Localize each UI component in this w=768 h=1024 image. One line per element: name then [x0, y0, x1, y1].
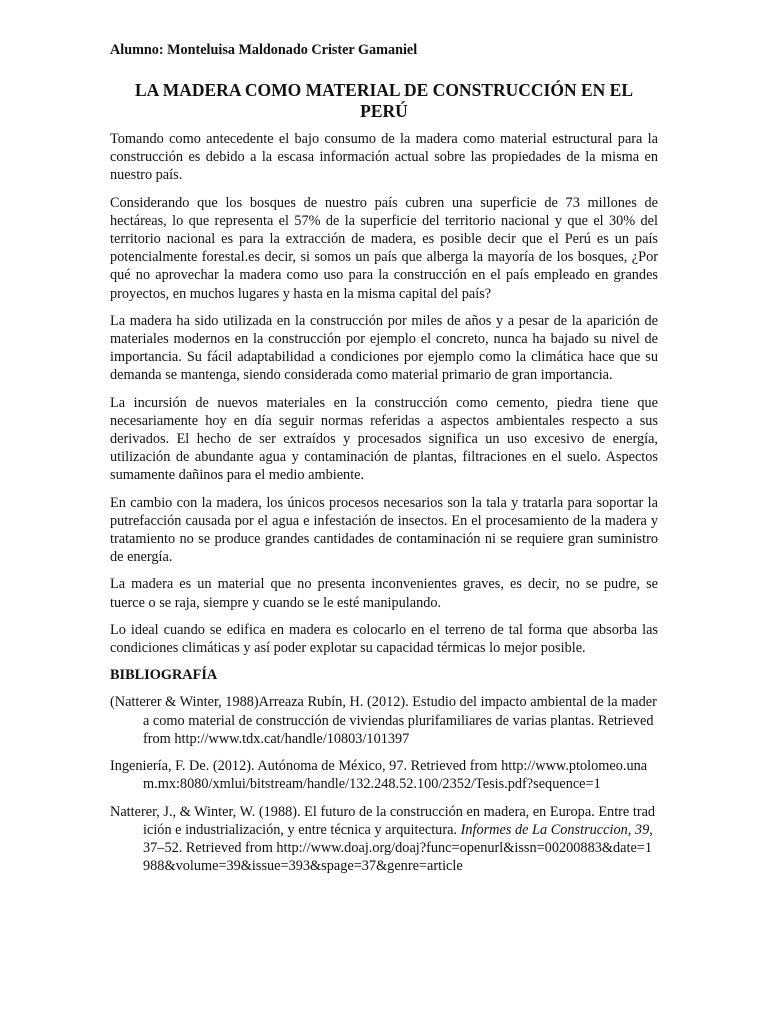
ref-3-volume: 39	[634, 821, 650, 838]
bibliography-ref-3	[110, 803, 658, 876]
ref-3-text-c: , 37–52. Retrieved from http://www.doaj.org/doaj?func=openurl&issn=00200883&date=1988&volume=39&issue=393&spage=37&genre=article	[143, 821, 653, 875]
paragraph-4: La incursión de nuevos materiales en la construcción como cemento, piedra tiene que necesariamente hoy en día seguir normas referidas a aspectos ambientales respecto a sus derivados. El hecho de ser extraídos y procesados significa un uso excesivo de energía, utilización de abundante agua y contaminación de plantas, filtraciones en el suelo. Aspectos sumamente dañinos para el medio ambiente.	[110, 394, 658, 484]
paragraph-6: La madera es un material que no presenta inconvenientes graves, es decir, no se pudre, se tuerce o se raja, siempre y cuando se le esté manipulando.	[110, 576, 658, 611]
bibliography-heading: BIBLIOGRAFÍA	[110, 667, 218, 684]
paragraph-1: Tomando como antecedente el bajo consumo de la madera como material estructural para la construcción es debido a la escasa información actual sobre las propiedades de la misma en nuestro país.	[110, 131, 658, 184]
ref-3-text-a: Natterer, J., & Winter, W. (1988). El futuro de la construcción en madera, en Europa. Entre tradición e industrialización, y entre técnica y arquitectura.	[110, 803, 656, 838]
document-title: LA MADERA COMO MATERIAL DE CONSTRUCCIÓN EN EL PERÚ	[135, 80, 633, 121]
document-page	[110, 40, 658, 884]
bibliography-ref-1: (Natterer & Winter, 1988)Arreaza Rubín, H. (2012). Estudio del impacto ambiental de la madera como material de construcción de viviendas plurifamiliares de varias plantas. Retrieved from http://www.tdx.cat/handle/10803/101397	[110, 694, 657, 747]
ref-3-journal: Informes de La Construccion	[460, 821, 628, 838]
ref-3-text-b: ,	[627, 821, 635, 838]
author-line: Alumno: Monteluisa Maldonado Crister Gamaniel	[110, 42, 418, 58]
paragraph-3: La madera ha sido utilizada en la construcción por miles de años y a pesar de la aparición de materiales modernos en la construcción por ejemplo el concreto, nunca ha bajado su nivel de importancia. Su fácil adaptabilidad a condiciones por ejemplo como la climática hace que su demanda se mantenga, siendo considerada como material primario de gran importancia.	[110, 312, 658, 384]
paragraph-5: En cambio con la madera, los únicos procesos necesarios son la tala y tratarla para soportar la putrefacción causada por el agua e infestación de insectos. En el procesamiento de la madera y tratamiento no se produce grandes cantidades de contaminación ni se requiere gran suministro de energía.	[110, 494, 658, 566]
paragraph-2: Considerando que los bosques de nuestro país cubren una superficie de 73 millones de hectáreas, lo que representa el 57% de la superficie del territorio nacional y que el 30% del territorio nacional es para la extracción de madera, es posible decir que el Perú es un país potencialmente forestal.es decir, si somos un país que alberga la mayoría de los bosques, ¿Por qué no aprovechar la madera como uso para la construcción en el país empleado en grandes proyectos, en muchos lugares y hasta en la misma capital del país?	[110, 194, 658, 302]
bibliography-ref-2: Ingeniería, F. De. (2012). Autónoma de México, 97. Retrieved from http://www.ptolomeo.unam.mx:8080/xmlui/bitstream/handle/132.248.52.100/2352/Tesis.pdf?sequence=1	[110, 758, 648, 793]
paragraph-7: Lo ideal cuando se edifica en madera es colocarlo en el terreno de tal forma que absorba las condiciones climáticas y así poder explotar su capacidad térmicas lo mejor posible.	[110, 621, 658, 657]
